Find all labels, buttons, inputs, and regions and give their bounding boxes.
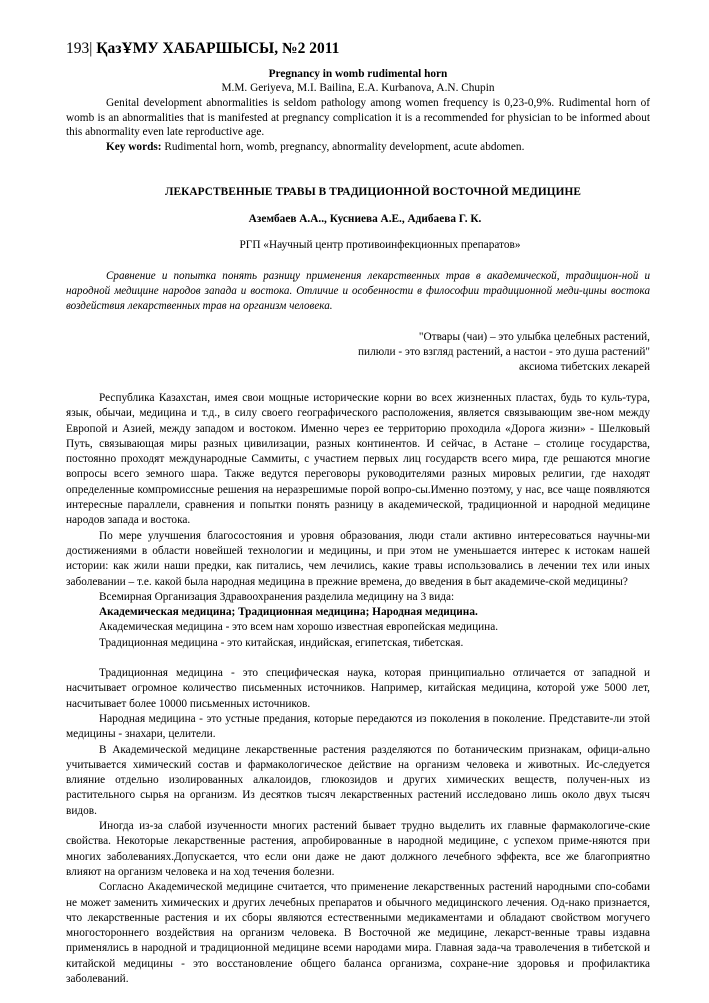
keywords-label: Key words: (106, 140, 162, 153)
page-number: 193| (66, 40, 93, 57)
english-keywords (66, 140, 650, 155)
body-paragraph: Традиционная медицина - это специфическая наука, которая принципиально отличается от западной и насчитывает огромное количество письменных источников. Например, китайская медицина, которой уже 5000 лет, насчитывает более 10000 письменных источников. (66, 667, 650, 710)
journal-title: ҚазҰМУ ХАБАРШЫСЫ, №2 2011 (92, 40, 340, 57)
epigraph (66, 330, 650, 375)
article-authors: Азембаев А.А.., Кусниева А.Е., Адибаева Г. К. (248, 213, 482, 225)
body-paragraph: Иногда из-за слабой изученности многих растений бывает трудно выделить их главные фармакологиче-ские свойства. Некоторые лекарственные растения, апробированные в народной медицине, с успехом приме-няются при многих заболеваниях.Допускается, что если они даже не дают должного лечебного эффекта, все же благоприятно влияют на организм человека и на ход течения болезни. (66, 820, 650, 878)
body-paragraph: В Академической медицине лекарственные растения разделяются по ботаническим признакам, офици-ально учитывается химический состав и фармакологическое действие на организм человека и животных. Ис-следуется влияние отдельно изолированных алкалоидов, глюкозидов и других химических веществ, получен-ных из растительного сырья на организм. Из десятков тысяч лекарственных растений исследовано лишь около двух тысяч видов. (66, 743, 650, 817)
article-affiliation: РГП «Научный центр противоинфекционных препаратов» (239, 239, 521, 251)
epigraph-line: пилюли - это взгляд растений, а настои - это душа растений" (358, 346, 650, 358)
keywords-text: Rudimental horn, womb, pregnancy, abnormality development, acute abdomen. (161, 140, 525, 153)
running-header (66, 40, 650, 58)
body-paragraph: Традиционная медицина - это китайская, индийская, египетская, тибетская. (99, 636, 464, 649)
article-abstract: Сравнение и попытка понять разницу применения лекарственных трав в академической, традицион-ной и народной медицине народов запада и востока. Отличие и особенности в философии традиционной меди-цины востока воздействия лекарственных трав на организм человека. (66, 270, 650, 312)
body-paragraph: По мере улучшения благосостояния и уровня образования, люди стали активно интересоваться научны-ми достижениями в области новейшей технологии и медицины, и при этом не уменьшается интерес к истокам нашей истории: как жили наши предки, как питались, чем лечились, какие травы использовались в лечении тех или иных заболевании – т.е. какой была народная медицина в прежние времена, до введения в быт академиче-ской медицины? (66, 529, 650, 588)
epigraph-attribution: аксиома тибетских лекарей (518, 361, 650, 373)
epigraph-line: "Отвары (чаи) – это улыбка целебных растений, (418, 331, 650, 343)
english-authors: M.M. Geriyeva, M.I. Bailina, E.A. Kurbanova, A.N. Chupin (221, 82, 495, 94)
english-abstract: Genital development abnormalities is seldom pathology among women frequency is 0,23-0,9%. Rudimental horn of womb is an abnormalities that is manifested at pregnancy complication it is a recommended for physician to be informed about this abnormality even late reproductive age. (66, 97, 650, 138)
body-paragraph: Согласно Академической медицине считается, что применение лекарственных растений народными спо-собами не может заменить химических и других лечебных препаратов и обычного медицинского лечения. Од-нако признается, что лекарственные растения и их сборы являются естественными медикаментами и обладают свойством могучего многостороннего воздействия на организм человека. В Восточной же медицине, лекарст-венные травы издавна применялись в народной и традиционной медицине всеми народами мира. Главная зада-ча траволечения в тибетской и китайской медицины - это восстановление общего баланса организма, сохране-ние здоровья и профилактика заболеваний. (66, 881, 650, 985)
english-title: Pregnancy in womb rudimental horn (268, 68, 448, 80)
page (66, 40, 650, 987)
body-paragraph: Академическая медицина - это всем нам хорошо известная европейская медицина. (99, 621, 499, 634)
article-title: ЛЕКАРСТВЕННЫЕ ТРАВЫ В ТРАДИЦИОННОЙ ВОСТОЧНОЙ МЕДИЦИНЕ (164, 186, 582, 198)
article-body (66, 391, 650, 987)
body-paragraph: Народная медицина - это устные предания, которые передаются из поколения в поколение. Представите-ли этой медицины - знахари, целители. (66, 712, 650, 741)
medicine-types-list: Академическая медицина; Традиционная медицина; Народная медицина. (99, 606, 478, 619)
body-paragraph: Всемирная Организация Здравоохранения разделила медицину на 3 вида: (99, 590, 455, 603)
body-paragraph: Республика Казахстан, имея свои мощные исторические корни во всех жизненных пластах, будь то куль-тура, язык, обычаи, медицина и т.д., в силу своего географического расположения, является связывающим зве-ном между Европой и Азией, между западом и востоком. Именно через ее территорию проходила «Дорога жизни» - Шелковый Путь, связывающая миры разных цивилизации, разных континентов. И сейчас, в Астане – столице государства, постоянно проходят международные Саммиты, с участием первых лиц государств всего мира, где решаются многие вопросы всего земного шара. Также ведутся переговоры руководителями разных мировых религии, где находят определенные компромиссные решения на неразрешимые порой вопро-сы.Именно поэтому, у нас, все чаще появляются интересные параллели, сравнения и попытки понять разницу в академической, традиционной и народной медицине народов запада и востока. (66, 392, 650, 527)
